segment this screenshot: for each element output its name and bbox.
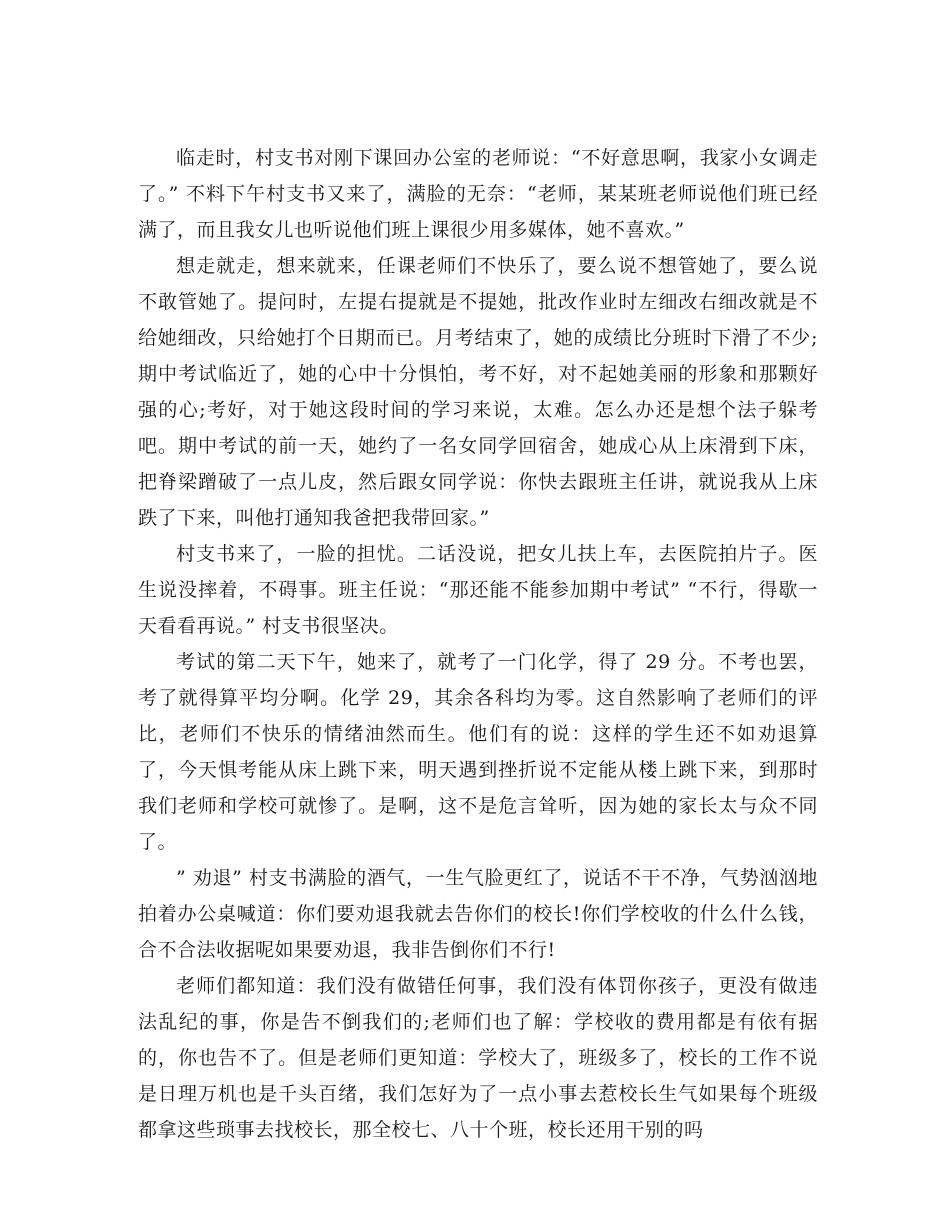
paragraph-5: ” 劝退” 村支书满脸的酒气，一生气脸更红了，说话不干不净，气势汹汹地拍着办公桌喊道：你们要劝退我就去告你们的校长!你们学校收的什么什么钱，合不合法收据呢如果要劝退，我非告倒你们不行! — [138, 867, 818, 961]
paragraph-4: 考试的第二天下午，她来了，就考了一门化学，得了 29 分。不考也罢，考了就得算平均分啊。化学 29，其余各科均为零。这自然影响了老师们的评比，老师们不快乐的情绪油然而生。他们有的说：这样的学生还不如劝退算了，今天惧考能从床上跳下来，明天遇到挫折说不定能从楼上跳下来，到那时我们老师和学校可就惨了。是啊，这不是危言耸听，因为她的家长太与众不同了。 — [138, 651, 818, 853]
paragraph-1: 临走时，村支书对刚下课回办公室的老师说：“不好意思啊，我家小女调走了。” 不料下午村支书又来了，满脸的无奈：“老师，某某班老师说他们班已经满了，而且我女儿也听说他们班上课很少用多媒体，她不喜欢。” — [138, 147, 818, 241]
document-body — [138, 140, 818, 1148]
paragraph-2: 想走就走，想来就来，任课老师们不快乐了，要么说不想管她了，要么说不敢管她了。提问时，左提右提就是不提她，批改作业时左细改右细改就是不给她细改，只给她打个日期而已。月考结束了，她的成绩比分班时下滑了不少;期中考试临近了，她的心中十分惧怕，考不好，对不起她美丽的形象和那颗好强的心;考好，对于她这段时间的学习来说，太难。怎么办还是想个法子躲考吧。期中考试的前一天，她约了一名女同学回宿舍，她成心从上床滑到下床，把脊梁蹭破了一点儿皮，然后跟女同学说：你快去跟班主任讲，就说我从上床跌了下来，叫他打通知我爸把我带回家。” — [138, 255, 818, 529]
paragraph-3: 村支书来了，一脸的担忧。二话没说，把女儿扶上车，去医院拍片子。医生说没摔着，不碍事。班主任说：“那还能不能参加期中考试” “不行，得歇一天看看再说。” 村支书很坚决。 — [138, 543, 818, 637]
paragraph-6: 老师们都知道：我们没有做错任何事，我们没有体罚你孩子，更没有做违法乱纪的事，你是告不倒我们的;老师们也了解：学校收的费用都是有依有据的，你也告不了。但是老师们更知道：学校大了，班级多了，校长的工作不说是日理万机也是千头百绪，我们怎好为了一点小事去惹校长生气如果每个班级都拿这些琐事去找校长，那全校七、八十个班，校长还用干别的吗 — [138, 975, 818, 1141]
